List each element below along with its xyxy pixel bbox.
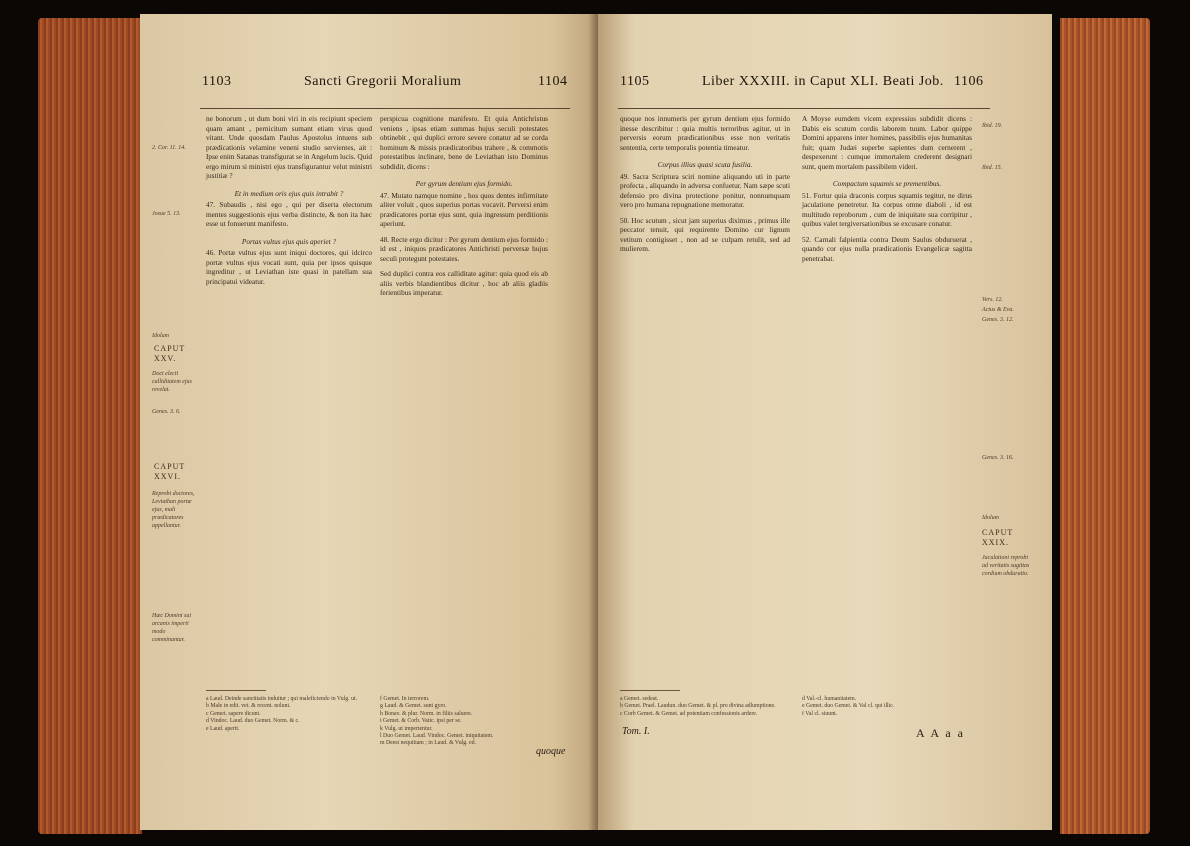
footnotes-left-column — [620, 696, 790, 718]
margin-note: Idolum — [152, 333, 169, 339]
footnote: c Gemet. sapere dicunt. — [206, 710, 261, 717]
caput-xxv-label: CAPUT XXV. — [154, 344, 186, 363]
left-page-column-1 — [206, 114, 372, 286]
footnote: b Gemet. Prael. Laudun. duo Gemet. & pl. pro divina adlumptione. — [620, 703, 776, 710]
footnote: i Gemet. & Corb. Vatic. ipsi per se. — [380, 718, 462, 725]
right-page-column-1 — [620, 114, 790, 254]
paragraph: 46. Portæ vultus ejus sunt iniqui doctores, qui idcirco portæ vultus ejus vocati sunt, quia per ipsos quisque ingreditur , ut Leviathan iste quasi in patellam sua principatui videatur. — [206, 248, 372, 286]
page-number-1105: 1105 — [620, 74, 650, 89]
left-page-column-2 — [380, 114, 548, 298]
footnote: d Vindoc. Laud. duo Gemet. Norm. & c. — [206, 718, 300, 725]
paragraph: 47. Mutato namque nomine , hos quos dentes infirmitate aliter voluit , quos superius portas vocavit. Perversi enim prædicatores portæ ejus sunt, quia ingressum perditionis aperiunt. — [380, 190, 548, 228]
signature-mark: A A a a — [916, 726, 965, 740]
verse-heading: Per gyrum dentium ejus formido. — [415, 179, 513, 188]
paragraph: ne bonorum , ut dum boni viri in eis recipiunt speciem quam amant , pernicitum sumant etiam virus quod vitant. Unde quosdam Paulus Apostolus intuens sub prædicationis velamine veneni studio servientes, ait : Ipse enim Satanas transfigurat se in Angelum lucis. Quid ergo mirum si ministri ejus transfigurantur velut ministri justitiæ ? — [206, 114, 372, 180]
paragraph: 52. Carnali falpientia contra Deum Saulus obduruerat , quando cor ejus nulla prædicationis Evangelicæ sagitta penetrabat. — [802, 234, 972, 263]
footnote: f Gemet. In terrorem. — [380, 696, 430, 702]
paragraph: quoque nos innumeris per gyrum dentium ejus formido inesse describitur : quia multis terroribus agitur, ut in perversis eorum prædicationibus esse non veritatis sententia, certe temporalis potentia timeatur. — [620, 114, 790, 152]
tome-label: Tom. I. — [622, 726, 650, 737]
caput-xxvi-summary: Reprobi doctores, Leviathan portæ ejus, mali prædicatores appellantur. — [152, 491, 195, 529]
footnote: e Laud. aperit. — [206, 725, 240, 732]
running-title-right: Liber XXXIII. in Caput XLI. Beati Job. — [702, 74, 944, 89]
margin-note: Genes. 3. 16. — [982, 455, 1014, 461]
paragraph: 48. Recte ergo dicitur : Per gyrum dentium ejus formido : id est , iniquos prædicatores Antichristi perversæ hujus seculi protegunt potestates. — [380, 234, 548, 263]
paragraph: Sed duplici contra eos calliditate agitur: quia quod eis ab aliis verbis blandientibus dicitur , hoc ab aliis gladiis ferientibus imperatur. — [380, 269, 548, 297]
header-rule-left — [200, 108, 570, 109]
caput-xxix-summary: Jaculationi reprobi ad veritatis sagittas cordium obduratio. — [982, 555, 1030, 577]
footnote-rule — [206, 690, 266, 691]
page-number-1104: 1104 — [538, 74, 568, 89]
paragraph: perspicua cognitione manifesto. Et quia Antichristus veniens , ipsas etiam summas hujus seculi potestates obtinebit , qui duplici errore severe conatur ad se corda hominum & missis prædicatoribus trahere , & commotis potestatibus inclinare, bene de Leviathan isto Dominus subdidit, dicens : — [380, 114, 548, 171]
margin-note: Ibid. 19. — [982, 123, 1003, 129]
margin-note: Genes. 3. 12. — [982, 317, 1014, 323]
header-rule-right — [618, 108, 990, 109]
catchword: quoque — [536, 746, 566, 757]
verse-heading: Portas vultus ejus quis aperiet ? — [241, 236, 337, 246]
paragraph: A Moyse eumdem vicem expressius subdidit dicens : Dabis eis scutum cordis laborem tuum. Labor quippe Domini apparens inter homines, passibilis ejus humanitas fuit; quam Judæi superbe sapientes dum cernerent , despexerunt : cumque immortalem crederent designari sunt, quem mortalem passibilem videri. — [802, 114, 972, 171]
footnote: c Corb Gemet. & Gemet. ad potentiam confessionis ardere. — [620, 710, 758, 717]
caput-xxix-label: CAPUT XXIX. — [982, 528, 1014, 547]
footnote: g Laud. & Gemet. sunt gyro. — [380, 703, 447, 710]
margin-note: Vers. 12. — [982, 297, 1003, 303]
margin-note: Idolum — [982, 515, 999, 521]
left-page — [140, 14, 598, 830]
footnote: k Vulg. ut impertentur. — [380, 725, 433, 732]
footnote-rule — [620, 690, 680, 691]
footnotes-right-column — [380, 696, 548, 748]
footnote: a Laud. Deinde sanctitatis induitur ; qui maleficiendo in Vulg. ut. — [206, 696, 358, 702]
paragraph: 50. Hoc scutum , sicut jam superius diximus , primus ille peccator tenuit, qui requirente Domino cur lignum vetitum contigisset , non ad se culpam retulit, sed ad mulierem. — [620, 215, 790, 253]
caput-xxv-summary: Doct electi calliditatem ejus revelat. — [152, 371, 192, 393]
verse-heading: Compactum squamis se prementibus. — [832, 179, 942, 188]
page-number-1103: 1103 — [202, 74, 232, 89]
paragraph: 51. Fortur quia draconis corpus squamis tegitur, ne dirus jaculatione penetretur. Ita corpus omne diaboli , id est multitudo reproborum , cum de iniquitate sua corripitur , quibus valet tergiversationibus se excusare conatur. — [802, 190, 972, 228]
footnote: l Duo Gemet. Laud. Vindoc. Gemet. iniquitatem. — [380, 733, 494, 740]
verse-heading: Corpus illius quasi scuta fusilia. — [657, 160, 753, 169]
margin-note: Actus & Eva. — [982, 307, 1014, 313]
footnote: h Bonav. & plur. Norm. in filiis saluere. — [380, 710, 473, 717]
page-number-1106: 1106 — [954, 74, 984, 89]
running-title-left: Sancti Gregorii Moralium — [304, 74, 462, 89]
footnote: b Male in edit. vet. & recent. nolunt. — [206, 703, 291, 710]
footnotes-left-column — [206, 696, 372, 733]
margin-note: 2. Cor. 11. 14. — [152, 145, 186, 151]
footnote: e Gemet. duo Gemet. & Val cl. qui illic. — [802, 703, 895, 710]
right-page-column-2 — [802, 114, 972, 263]
footnote: a Gemet. sedeat. — [620, 696, 659, 702]
verse-heading: Et in medium oris ejus quis intrabit ? — [234, 188, 344, 198]
margin-note: Genes. 3. 6. — [152, 409, 181, 415]
paragraph: 49. Sacra Scriptura sciri nomine aliquando uti in parte profecta , aliquando in adversa confuetur. Nam sæpe scuti defensio pro divina protectione ponitur, nonnumquam vero pro humana repugnatione memoratur. — [620, 171, 790, 209]
margin-note: Hæc Domini sui arcanis imperii modo comminantur. — [152, 613, 191, 643]
right-page — [598, 14, 1052, 830]
footnote: f Val cl. siuunt. — [802, 710, 838, 717]
margin-note: Ibid. 15. — [982, 165, 1003, 171]
footnote: d Val.-cl. humanitatem. — [802, 696, 857, 702]
book-edge-left — [38, 18, 142, 834]
margin-note: Josue 5. 13. — [152, 211, 181, 217]
book-edge-right — [1060, 18, 1150, 834]
paragraph: 47. Subaudis , nisi ego , qui per diserta electorum mentes suggestionis ejus verba distincte, & non ita hæc esse ut fonuerunt manifesto. — [206, 200, 372, 228]
footnote: m Deest nequitiam ; in Laud. & Vulg. ed. — [380, 740, 476, 747]
footnotes-right-column — [802, 696, 972, 718]
caput-xxvi-label: CAPUT XXVI. — [154, 462, 186, 481]
